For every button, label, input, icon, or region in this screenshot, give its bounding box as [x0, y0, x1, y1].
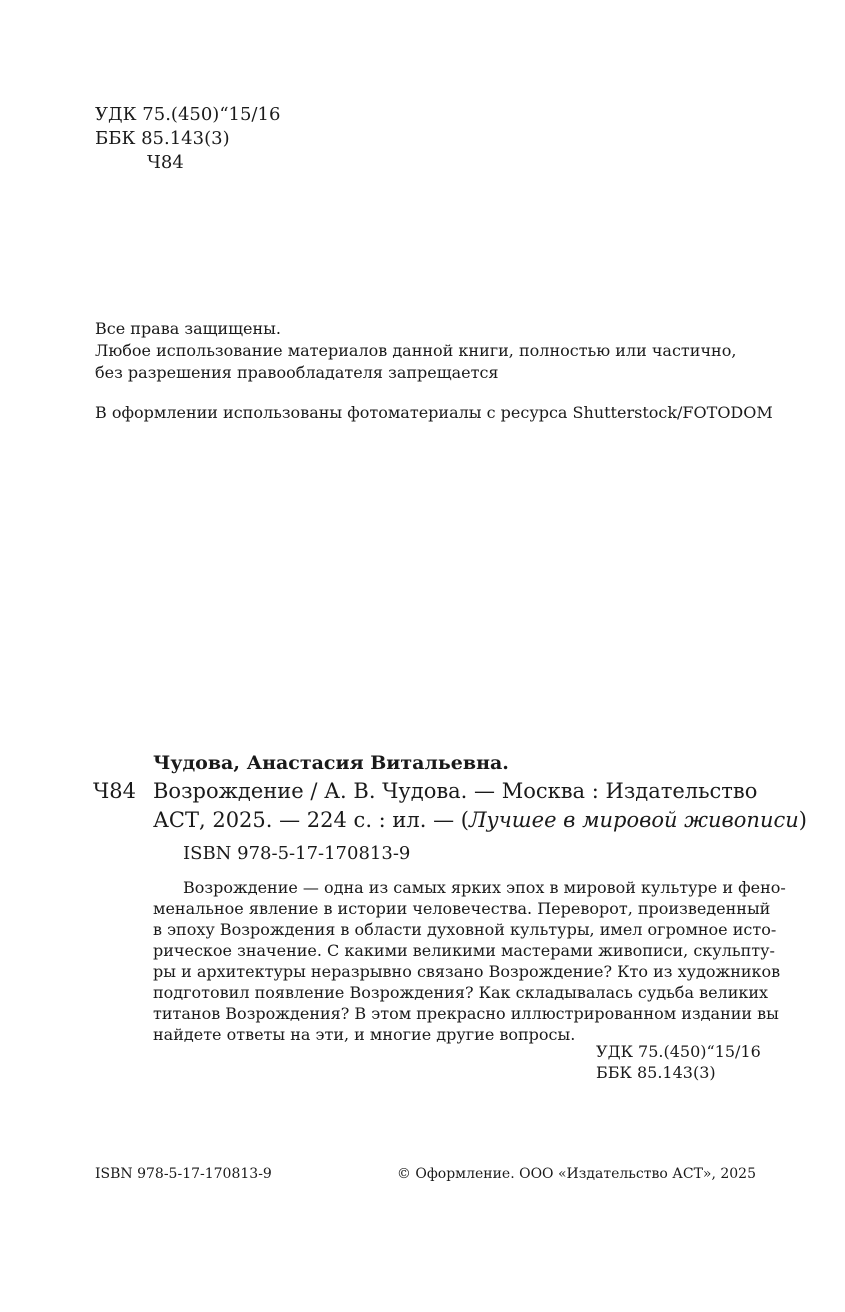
- annotation-line: рическое значение. С какими великими мастерами живописи, скульпту-: [153, 941, 775, 960]
- author-heading: Чудова, Анастасия Витальевна.: [153, 752, 509, 774]
- top-classification: [95, 103, 280, 175]
- bibliographic-title-line-2: [153, 805, 807, 835]
- annotation-line: менальное явление в истории человечества. Переворот, произведенный: [153, 899, 771, 918]
- card-isbn: ISBN 978-5-17-170813-9: [183, 843, 411, 864]
- footer-copyright: © Оформление. ООО «Издательство АСТ», 2025: [396, 1166, 756, 1182]
- bottom-classification: [596, 1041, 761, 1083]
- rights-notice: [95, 318, 736, 384]
- bbk-code: ББК 85.143(3): [596, 1063, 716, 1082]
- photo-credit: В оформлении использованы фотоматериалы с ресурса Shutterstock/FOTODOM: [95, 403, 773, 422]
- rights-line-2: Любое использование материалов данной книги, полностью или частично,: [95, 341, 737, 360]
- rights-line-3: без разрешения правообладателя запрещается: [95, 363, 499, 382]
- card-cutter-code: Ч84: [93, 779, 136, 803]
- annotation-line: Возрождение — одна из самых ярких эпох в мировой культуре и фено-: [183, 878, 786, 897]
- series-title: Лучшее в мировой живописи: [468, 808, 799, 832]
- publication-details: АСТ, 2025. — 224 с. : ил. — (: [153, 808, 469, 832]
- udk-code: УДК 75.(450)“15/16: [95, 104, 281, 125]
- series-close: ): [798, 808, 807, 832]
- rights-line-1: Все права защищены.: [95, 319, 281, 338]
- bbk-code: ББК 85.143(3): [95, 128, 230, 149]
- annotation-line: в эпоху Возрождения в области духовной культуры, имел огромное исто-: [153, 920, 777, 939]
- udk-code: УДК 75.(450)“15/16: [596, 1042, 761, 1061]
- annotation-text: [153, 877, 786, 1045]
- annotation-line: подготовил появление Возрождения? Как складывалась судьба великих: [153, 983, 769, 1002]
- footer-isbn: ISBN 978-5-17-170813-9: [95, 1166, 272, 1182]
- bibliographic-title-line-1: Возрождение / А. В. Чудова. — Москва : Издательство: [153, 779, 758, 803]
- cutter-code: Ч84: [147, 152, 184, 173]
- annotation-line: титанов Возрождения? В этом прекрасно иллюстрированном издании вы: [153, 1004, 779, 1023]
- annotation-line: ры и архитектуры неразрывно связано Возрождение? Кто из художников: [153, 962, 781, 981]
- annotation-line: найдете ответы на эти, и многие другие вопросы.: [153, 1025, 576, 1044]
